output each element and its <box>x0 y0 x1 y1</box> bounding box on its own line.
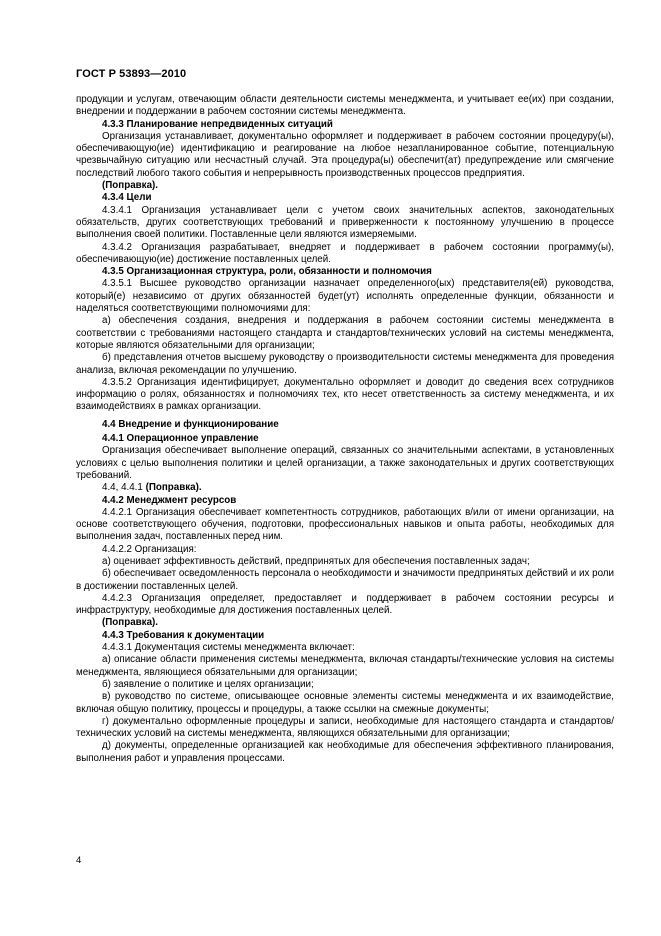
section-heading: 4.4.1 Операционное управление <box>102 433 259 445</box>
page-number: 4 <box>76 855 82 866</box>
section-heading: 4.3.3 Планирование непредвиденных ситуаций <box>102 118 333 130</box>
section-heading: 4.4 Внедрение и функционирование <box>102 418 279 430</box>
amendment-label: (Поправка). <box>145 482 202 494</box>
paragraph: продукции и услугам, отвечающим области деятельности системы менеджмента, и учитывает ее(их) при создании, внедрении и поддержании в рабочем состоянии системы менеджмента. <box>76 94 614 118</box>
paragraph: 4.4.2.1 Организация обеспечивает компетентность сотрудников, работающих в/или от имени организации, на основе соответствующего обучения, подготовки, профессиональных навыков и опыта работы, необходимых для выполнения задач, поставленных перед ним. <box>76 506 614 543</box>
list-item: б) представления отчетов высшему руководству о производительности системы менеджмента для проведения анализа, включая рекомендации по улучшению. <box>76 352 614 376</box>
amendment-note: (Поправка). <box>102 180 158 192</box>
document-body <box>76 94 614 765</box>
section-heading: 4.3.4 Цели <box>102 192 152 204</box>
list-item: г) документально оформленные процедуры и записи, необходимые для настоящего стандарта и стандартов/технических условий на системы менеджмента, являющихся обязательными для организации; <box>76 715 614 740</box>
paragraph: 4.3.5.2 Организация идентифицирует, документально оформляет и доводит до сведения всех сотрудников информацию о ролях, обязанностях и полномочиях тех, кто несет ответственность за систему менеджмента, и их взаимодействиях в рамках организации. <box>76 376 614 413</box>
paragraph: Организация устанавливает, документально оформляет и поддерживает в рабочем состоянии процедуру(ы), обеспечивающую(ие) идентификацию и реагирование на любое незапланированное событие, потенциальную чрезвычайную ситуацию или несчастный случай. Эта процедура(ы) обеспечит(ат) предупреждение или смягчение последствий любого такого события и непрерывность производственных процессов предприятия. <box>76 130 614 179</box>
list-item: а) оценивает эффективность действий, предпринятых для обеспечения поставленных задач; <box>102 555 530 567</box>
paragraph: 4.3.5.1 Высшее руководство организации назначает определенного(ых) представителя(ей) руководства, который(е) независимо от других обязанностей будет(ут) исполнять определенные функции, обязанности и наделяться соответствующими полномочиями для: <box>76 278 614 315</box>
paragraph: 4.3.4.1 Организация устанавливает цели с учетом своих значительных аспектов, законодательных обязательств, других соответствующих требований и приверженности к постоянному улучшению в процессе выполнения своей политики. Поставленные цели являются измеряемыми. <box>76 204 614 241</box>
paragraph: 4.3.4.2 Организация разрабатывает, внедряет и поддерживает в рабочем состоянии программу(ы), обеспечивающую(ие) достижение поставленных целей. <box>76 241 614 265</box>
amendment-note: (Поправка). <box>102 617 158 629</box>
paragraph: Организация обеспечивает выполнение операций, связанных со значительными аспектами, в установленных условиях с целью выполнения политики и целей организации, а также законодательных и других соответствующих требований. <box>76 445 614 481</box>
paragraph: 4.4.2.3 Организация определяет, предоставляет и поддерживает в рабочем состоянии ресурсы и инфраструктуру, необходимые для достижения поставленных целей. <box>76 592 614 617</box>
section-heading: 4.3.5 Организационная структура, роли, обязанности и полномочия <box>102 266 432 278</box>
paragraph: 4.4.3.1 Документация системы менеджмента включает: <box>102 642 355 654</box>
amendment-ref: 4.4, 4.4.1 <box>102 482 146 494</box>
section-heading: 4.4.2 Менеджмент ресурсов <box>102 494 237 506</box>
list-item: а) описание области применения системы менеджмента, включая стандарты/технические условия на системы менеджмента, являющиеся обязательными для организации; <box>76 654 614 678</box>
list-item: в) руководство по системе, описывающее основные элементы системы менеджмента и их взаимодействие, включая общую политику, процессы и процедуры, а также ссылки на смежные документы; <box>76 691 614 715</box>
list-item: д) документы, определенные организацией как необходимые для обеспечения эффективного планирования, выполнения работ и управления процессами. <box>76 740 614 764</box>
paragraph: 4.4.2.2 Организация: <box>102 543 197 555</box>
document-header: ГОСТ Р 53893—2010 <box>76 68 187 80</box>
list-item: а) обеспечения создания, внедрения и поддержания в рабочем состоянии системы менеджмента в соответствии с требованиями настоящего стандарта и стандартов/технических условий на системы менеджмента, которые являются обязательными для организации; <box>76 315 614 351</box>
list-item: б) обеспечивает осведомленность персонала о необходимости и значимости предпринятых действий и их роли в достижении поставленных целей. <box>76 568 614 592</box>
list-item: б) заявление о политике и целях организации; <box>102 678 314 690</box>
section-heading: 4.4.3 Требования к документации <box>102 629 265 641</box>
amendment-note <box>76 482 614 494</box>
